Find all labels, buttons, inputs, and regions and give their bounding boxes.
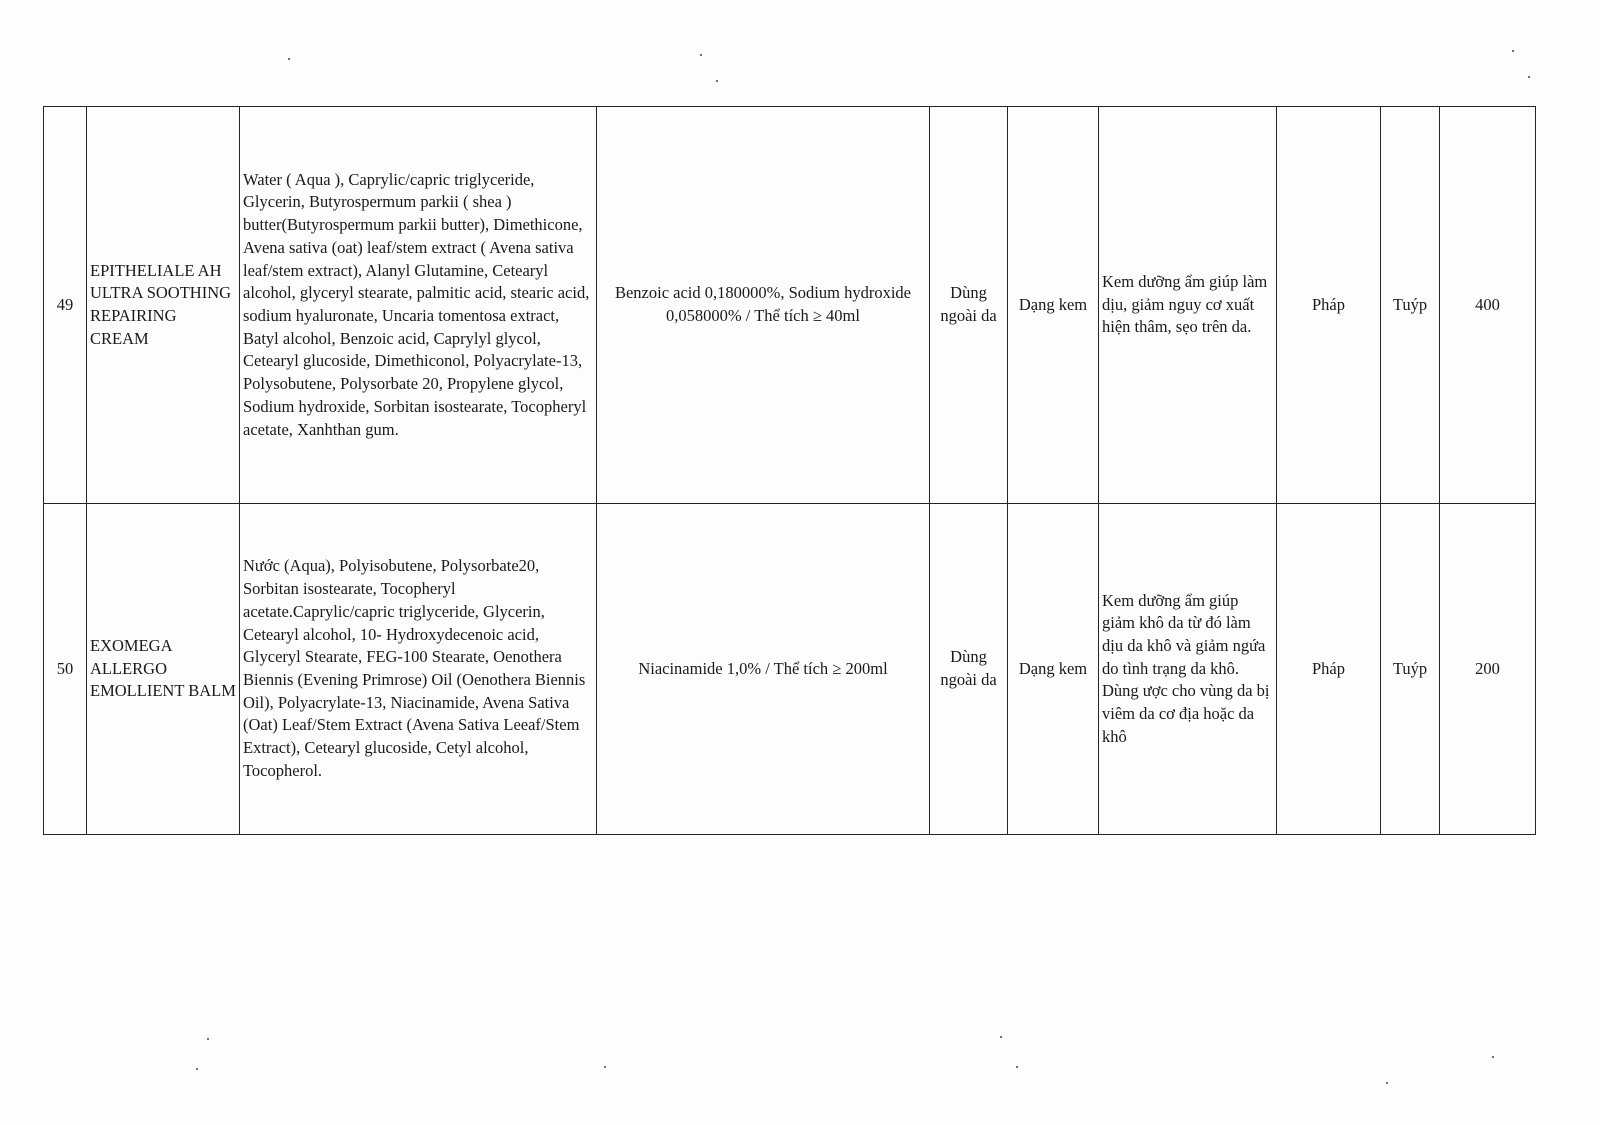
table-row bbox=[44, 504, 1536, 835]
ingredients-text: Water ( Aqua ), Caprylic/capric triglyceride, Glycerin, Butyrospermum parkii ( shea ) butter(Butyrospermum parkii butter), Dimethicone, Avena sativa (oat) leaf/stem extract ( Avena sativa leaf/stem extract), Alanyl Glutamine, Cetearyl alcohol, glyceryl stearate, palmitic acid, stearic acid, sodium hyaluronate, Uncaria tomentosa extract, Batyl alcohol, Benzoic acid, Caprylyl glycol, Cetearyl glucoside, Dimethiconol, Polyacrylate-13, Polysobutene, Polysorbate 20, Propylene glycol, Sodium hydroxide, Sorbitan isostearate, Tocopheryl acetate, Xanhthan gum. bbox=[243, 169, 590, 439]
usage-cell: Dùng ngoài da bbox=[930, 504, 1008, 835]
packaging-cell: Tuýp bbox=[1381, 107, 1440, 504]
product-name-text: EPITHELIALE AH ULTRA SOOTHING REPAIRING CREAM bbox=[90, 260, 232, 348]
ingredients-text: Nước (Aqua), Polyisobutene, Polysorbate20, Sorbitan isostearate, Tocopheryl acetate.Caprylic/capric triglyceride, Glycerin, Cetearyl alcohol, 10- Hydroxydecenoic acid, Glyceryl Stearate, FEG-100 Stearate, Oenothera Biennis (Evening Primrose) Oil (Oenothera Biennis Oil), Polyacrylate-13, Niacinamide, Avena Sativa (Oat) Leaf/Stem Extract (Avena Sativa Leeaf/Stem Extract), Cetearyl glucoside, Cetyl alcohol, Tocopherol. bbox=[243, 556, 586, 780]
scan-speck bbox=[1528, 76, 1530, 78]
scan-speck bbox=[207, 1038, 209, 1040]
cosmetics-product-table bbox=[43, 106, 1536, 835]
scan-speck bbox=[700, 54, 702, 56]
ingredients-cell bbox=[240, 107, 597, 504]
packaging-cell: Tuýp bbox=[1381, 504, 1440, 835]
ingredients-cell bbox=[240, 504, 597, 835]
origin-cell: Pháp bbox=[1277, 107, 1381, 504]
scan-speck bbox=[604, 1066, 606, 1068]
scan-speck bbox=[1016, 1066, 1018, 1068]
scan-speck bbox=[288, 58, 290, 60]
form-cell: Dạng kem bbox=[1008, 107, 1099, 504]
scan-speck bbox=[196, 1068, 198, 1070]
scan-speck bbox=[1492, 1056, 1494, 1058]
product-name bbox=[87, 107, 240, 504]
scan-speck bbox=[1512, 50, 1514, 52]
product-name bbox=[87, 504, 240, 835]
form-cell: Dạng kem bbox=[1008, 504, 1099, 835]
quantity-cell: 200 bbox=[1440, 504, 1536, 835]
quantity-cell: 400 bbox=[1440, 107, 1536, 504]
concentration-cell: Benzoic acid 0,180000%, Sodium hydroxide 0,058000% / Thể tích ≥ 40ml bbox=[597, 107, 930, 504]
concentration-cell: Niacinamide 1,0% / Thể tích ≥ 200ml bbox=[597, 504, 930, 835]
product-name-text: EXOMEGA ALLERGO EMOLLIENT BALM bbox=[90, 635, 236, 701]
scan-speck bbox=[716, 80, 718, 82]
scan-speck bbox=[1386, 1082, 1388, 1084]
table-row bbox=[44, 107, 1536, 504]
origin-cell: Pháp bbox=[1277, 504, 1381, 835]
scan-speck bbox=[1000, 1036, 1002, 1038]
usage-cell: Dùng ngoài da bbox=[930, 107, 1008, 504]
function-cell: Kem dưỡng ẩm giúp làm dịu, giảm nguy cơ xuất hiện thâm, sẹo trên da. bbox=[1099, 107, 1277, 504]
row-number: 49 bbox=[44, 107, 87, 504]
row-number: 50 bbox=[44, 504, 87, 835]
function-cell: Kem dưỡng ẩm giúp giảm khô da từ đó làm dịu da khô và giảm ngứa do tình trạng da khô. Dùng ược cho vùng da bị viêm da cơ địa hoặc da khô bbox=[1099, 504, 1277, 835]
